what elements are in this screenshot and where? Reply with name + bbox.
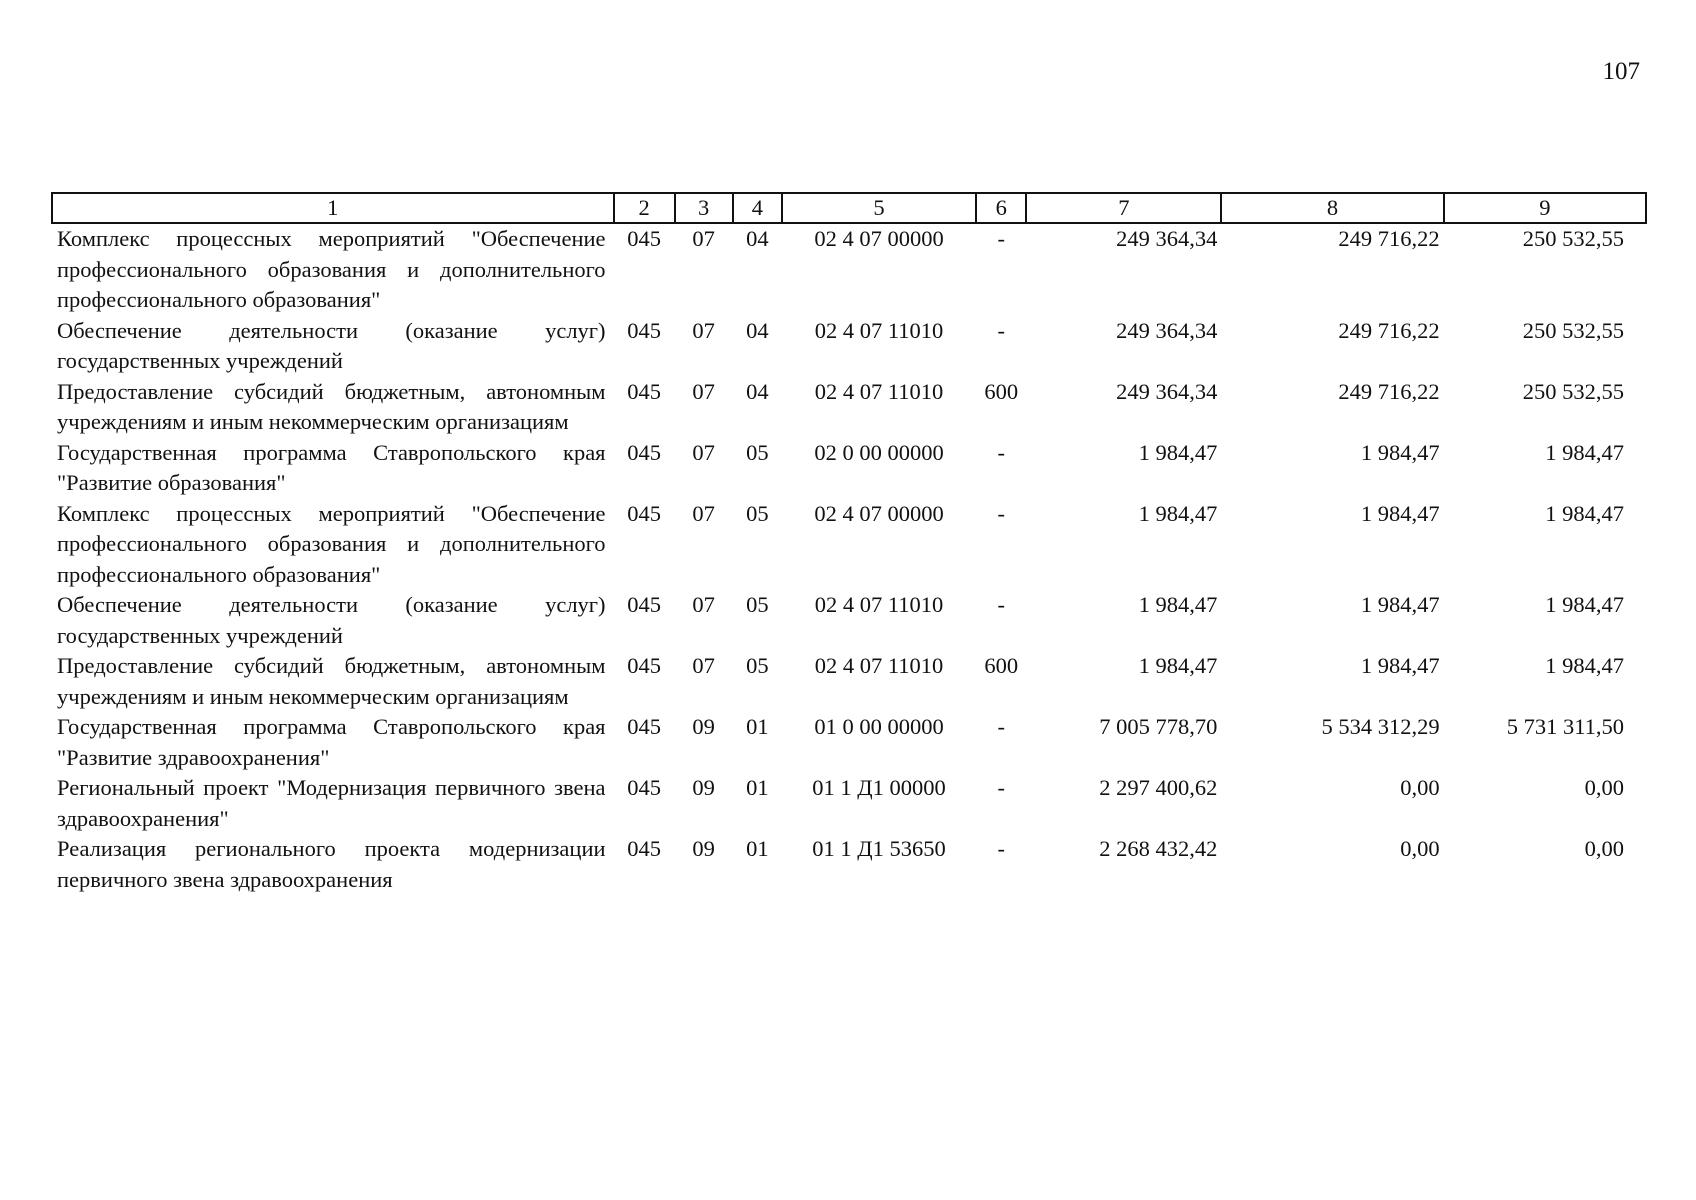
cell-subsection: 05 xyxy=(746,592,769,617)
header-row xyxy=(52,193,1646,223)
cell-amount-year-2: 1 984,47 xyxy=(1360,653,1440,678)
cell-target-article: 02 0 00 00000 xyxy=(814,439,944,465)
cell-name: Государственная программа Ставропольского края "Развитие образования" xyxy=(57,439,606,495)
header-col-8: 8 xyxy=(1221,193,1443,223)
table-row xyxy=(52,590,1646,651)
cell-target-article: 01 0 00 00000 xyxy=(814,714,944,739)
cell-amount-year-3: 1 984,47 xyxy=(1545,592,1624,617)
cell-section: 07 xyxy=(692,439,715,465)
cell-admin-code: 045 xyxy=(627,317,661,343)
cell-name: Комплекс процессных мероприятий "Обеспечение профессионального образования и дополнительного профессионального образования" xyxy=(57,226,606,312)
cell-target-article: 02 4 07 00000 xyxy=(814,226,944,251)
cell-amount-year-2: 249 716,22 xyxy=(1338,226,1440,251)
table-row xyxy=(52,438,1646,499)
header-col-5: 5 xyxy=(782,193,976,223)
cell-admin-code: 045 xyxy=(627,226,661,251)
header-col-3: 3 xyxy=(675,193,733,223)
cell-admin-code: 045 xyxy=(627,836,661,861)
cell-section: 07 xyxy=(692,500,715,526)
cell-amount-year-1: 1 984,47 xyxy=(1138,592,1218,617)
table-row xyxy=(52,712,1646,773)
cell-expense-type: - xyxy=(997,592,1005,617)
cell-subsection: 01 xyxy=(746,714,769,739)
cell-expense-type: 600 xyxy=(984,653,1019,678)
cell-subsection: 01 xyxy=(746,836,769,861)
header-col-1: 1 xyxy=(52,193,614,223)
cell-subsection: 05 xyxy=(746,500,769,526)
cell-name: Предоставление субсидий бюджетным, автономным учреждениям и иным некоммерческим организациям xyxy=(57,378,606,434)
table-row xyxy=(52,377,1646,438)
cell-section: 07 xyxy=(692,653,715,678)
cell-target-article: 02 4 07 11010 xyxy=(814,317,944,343)
cell-amount-year-3: 0,00 xyxy=(1584,836,1624,861)
cell-subsection: 05 xyxy=(746,653,769,678)
table-body xyxy=(52,223,1646,895)
cell-subsection: 04 xyxy=(746,378,769,404)
cell-amount-year-3: 1 984,47 xyxy=(1545,500,1624,526)
cell-amount-year-2: 1 984,47 xyxy=(1360,439,1440,465)
cell-admin-code: 045 xyxy=(627,500,661,526)
cell-name: Региональный проект "Модернизация первичного звена здравоохранения" xyxy=(57,775,606,831)
cell-target-article: 02 4 07 00000 xyxy=(814,500,944,526)
cell-amount-year-1: 7 005 778,70 xyxy=(1099,714,1218,739)
cell-amount-year-3: 0,00 xyxy=(1584,775,1624,800)
table-row xyxy=(52,316,1646,377)
cell-section: 07 xyxy=(692,378,715,404)
cell-name: Предоставление субсидий бюджетным, автономным учреждениям и иным некоммерческим организациям xyxy=(57,653,606,709)
cell-amount-year-2: 0,00 xyxy=(1400,775,1440,800)
cell-amount-year-1: 1 984,47 xyxy=(1138,439,1218,465)
cell-admin-code: 045 xyxy=(627,653,661,678)
cell-section: 09 xyxy=(692,714,715,739)
cell-amount-year-2: 1 984,47 xyxy=(1360,592,1440,617)
cell-section: 09 xyxy=(692,775,715,800)
cell-section: 07 xyxy=(692,317,715,343)
cell-subsection: 05 xyxy=(746,439,769,465)
cell-target-article: 02 4 07 11010 xyxy=(814,378,944,404)
cell-amount-year-3: 1 984,47 xyxy=(1545,653,1624,678)
cell-amount-year-3: 250 532,55 xyxy=(1522,226,1624,251)
cell-amount-year-1: 249 364,34 xyxy=(1116,378,1218,404)
table-header xyxy=(52,193,1646,223)
cell-section: 07 xyxy=(692,226,715,251)
cell-amount-year-3: 1 984,47 xyxy=(1545,439,1624,465)
cell-expense-type: - xyxy=(997,714,1005,739)
header-col-2: 2 xyxy=(614,193,675,223)
cell-expense-type: 600 xyxy=(984,378,1019,404)
cell-subsection: 04 xyxy=(746,226,769,251)
cell-name: Комплекс процессных мероприятий "Обеспечение профессионального образования и дополнительного профессионального образования" xyxy=(57,500,606,587)
table-row xyxy=(52,773,1646,834)
cell-admin-code: 045 xyxy=(627,592,661,617)
cell-amount-year-1: 249 364,34 xyxy=(1116,317,1218,343)
cell-expense-type: - xyxy=(997,500,1005,526)
cell-name: Государственная программа Ставропольского края "Развитие здравоохранения" xyxy=(57,714,606,770)
cell-name: Реализация регионального проекта модернизации первичного звена здравоохранения xyxy=(57,836,606,892)
header-col-4: 4 xyxy=(733,193,783,223)
cell-admin-code: 045 xyxy=(627,439,661,465)
cell-target-article: 01 1 Д1 53650 xyxy=(812,836,946,861)
page-number: 107 xyxy=(1602,58,1640,85)
cell-amount-year-2: 1 984,47 xyxy=(1360,500,1440,526)
cell-subsection: 01 xyxy=(746,775,769,800)
cell-expense-type: - xyxy=(997,439,1005,465)
cell-amount-year-2: 249 716,22 xyxy=(1338,317,1440,343)
header-col-7: 7 xyxy=(1026,193,1221,223)
cell-amount-year-2: 249 716,22 xyxy=(1338,378,1440,404)
cell-amount-year-1: 249 364,34 xyxy=(1116,226,1218,251)
header-col-6: 6 xyxy=(976,193,1027,223)
cell-name: Обеспечение деятельности (оказание услуг) государственных учреждений xyxy=(57,317,606,373)
cell-amount-year-2: 5 534 312,29 xyxy=(1321,714,1440,739)
table-row xyxy=(52,223,1646,316)
cell-amount-year-1: 2 297 400,62 xyxy=(1099,775,1218,800)
cell-amount-year-2: 0,00 xyxy=(1400,836,1440,861)
cell-name: Обеспечение деятельности (оказание услуг) государственных учреждений xyxy=(57,592,606,648)
cell-target-article: 02 4 07 11010 xyxy=(814,592,944,617)
cell-target-article: 02 4 07 11010 xyxy=(814,653,944,678)
cell-amount-year-3: 5 731 311,50 xyxy=(1506,714,1624,739)
table-row xyxy=(52,499,1646,591)
cell-expense-type: - xyxy=(997,317,1005,343)
budget-table xyxy=(51,192,1647,895)
cell-admin-code: 045 xyxy=(627,775,661,800)
cell-amount-year-1: 1 984,47 xyxy=(1138,653,1218,678)
cell-amount-year-1: 2 268 432,42 xyxy=(1099,836,1218,861)
cell-admin-code: 045 xyxy=(627,714,661,739)
cell-expense-type: - xyxy=(997,836,1005,861)
cell-subsection: 04 xyxy=(746,317,769,343)
header-col-9: 9 xyxy=(1444,193,1646,223)
cell-section: 07 xyxy=(692,592,715,617)
cell-amount-year-1: 1 984,47 xyxy=(1138,500,1218,526)
cell-amount-year-3: 250 532,55 xyxy=(1522,378,1624,404)
cell-target-article: 01 1 Д1 00000 xyxy=(812,775,946,800)
table-row xyxy=(52,834,1646,895)
cell-expense-type: - xyxy=(997,226,1005,251)
cell-admin-code: 045 xyxy=(627,378,661,404)
cell-expense-type: - xyxy=(997,775,1005,800)
cell-section: 09 xyxy=(692,836,715,861)
cell-amount-year-3: 250 532,55 xyxy=(1522,317,1624,343)
table-row xyxy=(52,651,1646,712)
